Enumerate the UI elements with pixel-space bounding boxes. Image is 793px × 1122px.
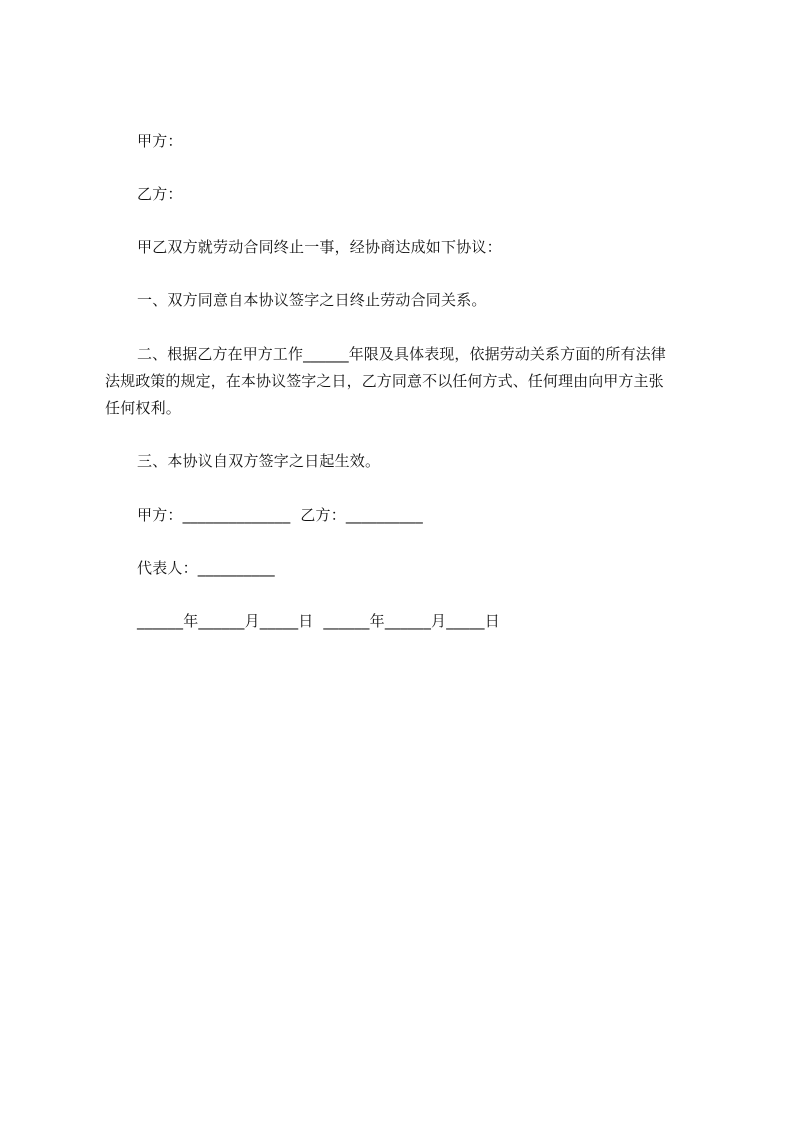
clause-2-line-3: 任何权利。 xyxy=(105,399,182,417)
representative-line: 代表人：__________ xyxy=(137,559,275,577)
clause-2-line-1: 二、根据乙方在甲方工作______年限及具体表现，依据劳动关系方面的所有法律 xyxy=(137,345,666,363)
party-a-label: 甲方： xyxy=(137,132,183,150)
clause-2-line-2: 法规政策的规定，在本协议签字之日，乙方同意不以任何方式、任何理由向甲方主张 xyxy=(105,372,664,390)
party-b-label: 乙方： xyxy=(137,185,183,203)
date-line: ______年______月_____日 ______年______月_____日 xyxy=(137,612,500,630)
clause-1: 一、双方同意自本协议签字之日终止劳动合同关系。 xyxy=(137,291,487,309)
intro-paragraph: 甲乙双方就劳动合同终止一事，经协商达成如下协议： xyxy=(137,238,502,256)
clause-3: 三、本协议自双方签字之日起生效。 xyxy=(137,452,381,470)
signature-line: 甲方：______________ 乙方：__________ xyxy=(137,506,423,524)
